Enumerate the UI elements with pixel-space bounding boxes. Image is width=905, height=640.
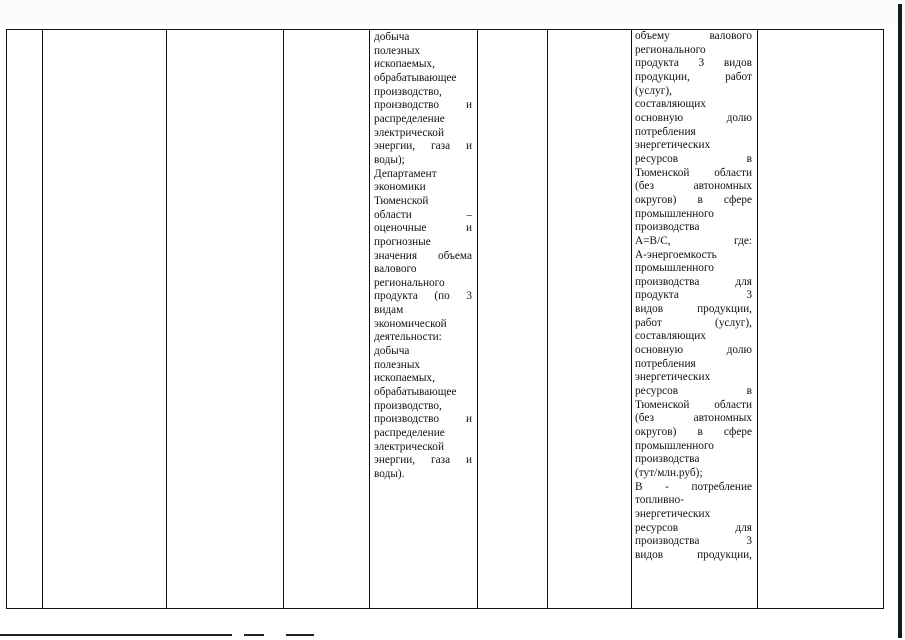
table-cell-formula (632, 30, 758, 609)
table-cell-empty (758, 30, 884, 609)
table-cell-data-source (370, 30, 478, 609)
scan-bottom-line (0, 634, 232, 636)
table-cell-empty (478, 30, 548, 609)
table-cell-empty (7, 30, 43, 609)
data-source-text: добыча полезных ископаемых, обрабатывающее производство, производство и распределение электрической энергии, газа и воды); Департамент экономики Тюменской области – оценочные и прогнозные значения объема валового регионального продукта (по 3 видам экономической деятельности: добыча полезных ископаемых, обрабатывающее производство, производство и распределение электрической энергии, газа и воды). (374, 31, 472, 480)
formula-text: объему валового регионального продукта 3 видов продукции, работ (услуг), составляющих основную долю потребления энергетических ресурсов в Тюменской области (без автономных округов) в сфере промышленного производства A=B/C, где: A-энергоемкость промышленного производства для продукта 3 видов продукции, работ (услуг), составляющих основную долю потребления энергетических ресурсов в Тюменской области (без автономных округов) в сфере промышленного производства (тут/млн.руб); B - потребление топливно- энергетических ресурсов для производства 3 видов продукции, (635, 30, 752, 561)
scan-bottom-line (244, 634, 264, 636)
table-row (7, 30, 884, 609)
table-cell-empty (548, 30, 632, 609)
document-table (6, 29, 884, 609)
table-cell-empty (284, 30, 370, 609)
scan-top-margin (0, 0, 905, 24)
scan-edge-shadow (898, 4, 902, 638)
scan-bottom-line (286, 634, 314, 636)
table-cell-empty (167, 30, 284, 609)
table-cell-empty (43, 30, 167, 609)
